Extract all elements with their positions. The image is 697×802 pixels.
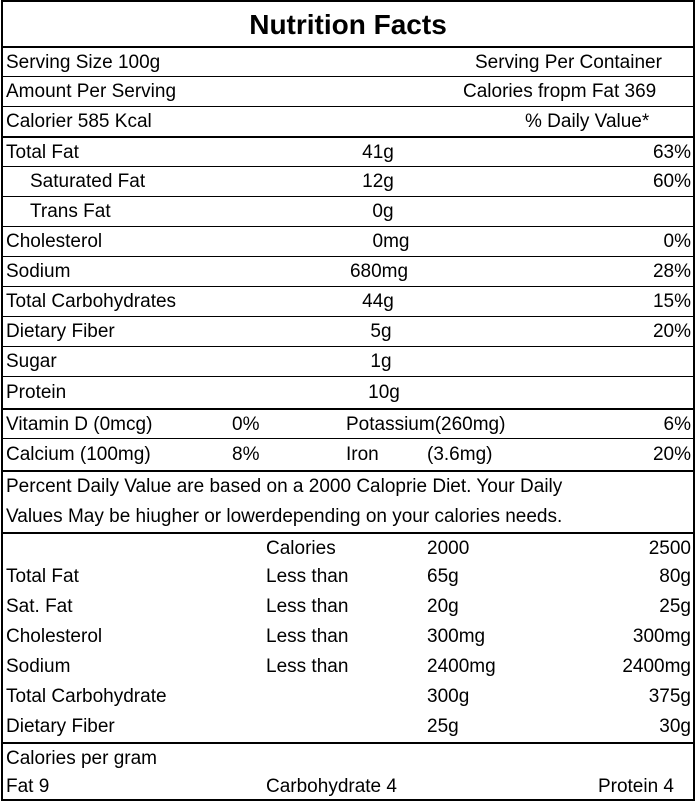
reference-row [3,592,693,622]
reference-row [3,712,693,742]
vitamin-daily-value: 8% [232,444,260,465]
reference-col1-header: 2000 [427,538,470,559]
nutrient-amount: 10g [368,382,400,403]
nutrient-amount: 12g [362,171,394,192]
calories-value: Calorier 585 Kcal [6,111,152,132]
calories-per-gram-row [3,742,693,772]
footnote-line: Values May be hiugher or lowerdepending on your calories needs. [6,506,563,527]
nutrient-daily-value: 15% [652,291,691,312]
reference-label: Sodium [6,656,71,677]
nutrient-name: Sugar [6,351,57,372]
amount-per-serving: Amount Per Serving [6,81,177,102]
nutrient-name: Dietary Fiber [6,321,115,342]
nutrient-row-sugar [3,346,693,376]
footnote-line: Percent Daily Value are based on a 2000 Caloprie Diet. Your Daily [6,476,563,497]
nutrient-row-saturated-fat [3,166,693,196]
nutrient-amount: 0mg [372,231,410,252]
calories-row [3,106,693,136]
nutrient-amount: 44g [362,291,394,312]
carbohydrate-per-gram: Carbohydrate 4 [266,776,397,797]
serving-size: Serving Size 100g [6,52,161,73]
serving-row [3,46,693,76]
nutrient-row-sodium [3,256,693,286]
nutrient-row-total-carbohydrates [3,286,693,316]
vitamin-name: Vitamin D (0mcg) [6,414,153,435]
nutrient-row-protein [3,376,693,408]
reference-col1: 20g [427,596,459,617]
reference-col2: 30g [659,716,691,737]
reference-row [3,622,693,652]
nutrient-name: Protein [6,382,67,403]
daily-value-header: % Daily Value* [525,111,650,132]
vitamin-row [3,438,693,470]
reference-label: Total Carbohydrate [6,686,167,707]
nutrient-daily-value: 0% [663,231,691,252]
reference-label: Dietary Fiber [6,716,115,737]
reference-label: Sat. Fat [6,596,73,617]
mineral-amount: (3.6mg) [427,444,493,465]
nutrition-facts-label [1,0,695,801]
reference-qualifier: Less than [266,626,349,647]
reference-calories-label: Calories [266,538,336,559]
nutrient-daily-value: 28% [652,261,691,282]
vitamin-daily-value: 0% [232,414,260,435]
calories-per-gram-label: Calories per gram [6,748,157,769]
nutrient-name: Sodium [6,261,71,282]
nutrient-name: Total Fat [6,142,79,163]
fat-per-gram: Fat 9 [6,776,50,797]
reference-row [3,652,693,682]
reference-label: Cholesterol [6,626,103,647]
nutrient-row-trans-fat [3,196,693,226]
nutrient-amount: 1g [370,351,392,372]
nutrient-amount: 0g [372,201,394,222]
nutrient-daily-value: 60% [652,171,691,192]
reference-col2: 80g [659,566,691,587]
reference-col2: 2400mg [622,656,691,677]
nutrient-name: Trans Fat [30,201,111,222]
mineral-daily-value: 20% [652,444,691,465]
reference-header-row [3,532,693,562]
protein-per-gram: Protein 4 [597,776,674,797]
reference-qualifier: Less than [266,596,349,617]
label-title: Nutrition Facts [249,9,447,40]
reference-col1: 65g [427,566,459,587]
servings-per-container: Serving Per Container [475,52,662,73]
reference-col2-header: 2500 [648,538,691,559]
daily-value-footnote [3,470,693,532]
vitamin-row [3,408,693,438]
reference-label: Total Fat [6,566,79,587]
reference-row [3,562,693,592]
nutrient-daily-value: 63% [652,142,691,163]
reference-row [3,682,693,712]
nutrient-amount: 5g [370,321,392,342]
reference-qualifier: Less than [266,566,349,587]
amount-per-serving-row [3,76,693,106]
reference-col2: 300mg [632,626,691,647]
mineral-daily-value: 6% [663,414,691,435]
nutrient-daily-value: 20% [652,321,691,342]
reference-col1: 300g [427,686,470,707]
nutrient-name: Cholesterol [6,231,103,252]
mineral-name: Potassium(260mg) [346,414,506,435]
nutrient-row-total-fat [3,136,693,166]
nutrient-row-dietary-fiber [3,316,693,346]
mineral-name: Iron [346,444,379,465]
reference-col1: 25g [427,716,459,737]
vitamin-name: Calcium (100mg) [6,444,151,465]
calories-from-fat: Calories fropm Fat 369 [463,81,657,102]
reference-col1: 300mg [427,626,486,647]
nutrient-amount: 680mg [349,261,409,282]
nutrient-name: Saturated Fat [30,171,146,192]
nutrient-row-cholesterol [3,226,693,256]
reference-col1: 2400mg [427,656,496,677]
reference-col2: 375g [648,686,691,707]
reference-col2: 25g [659,596,691,617]
per-gram-values-row [3,772,693,802]
nutrient-name: Total Carbohydrates [6,291,177,312]
reference-qualifier: Less than [266,656,349,677]
nutrient-amount: 41g [362,142,394,163]
